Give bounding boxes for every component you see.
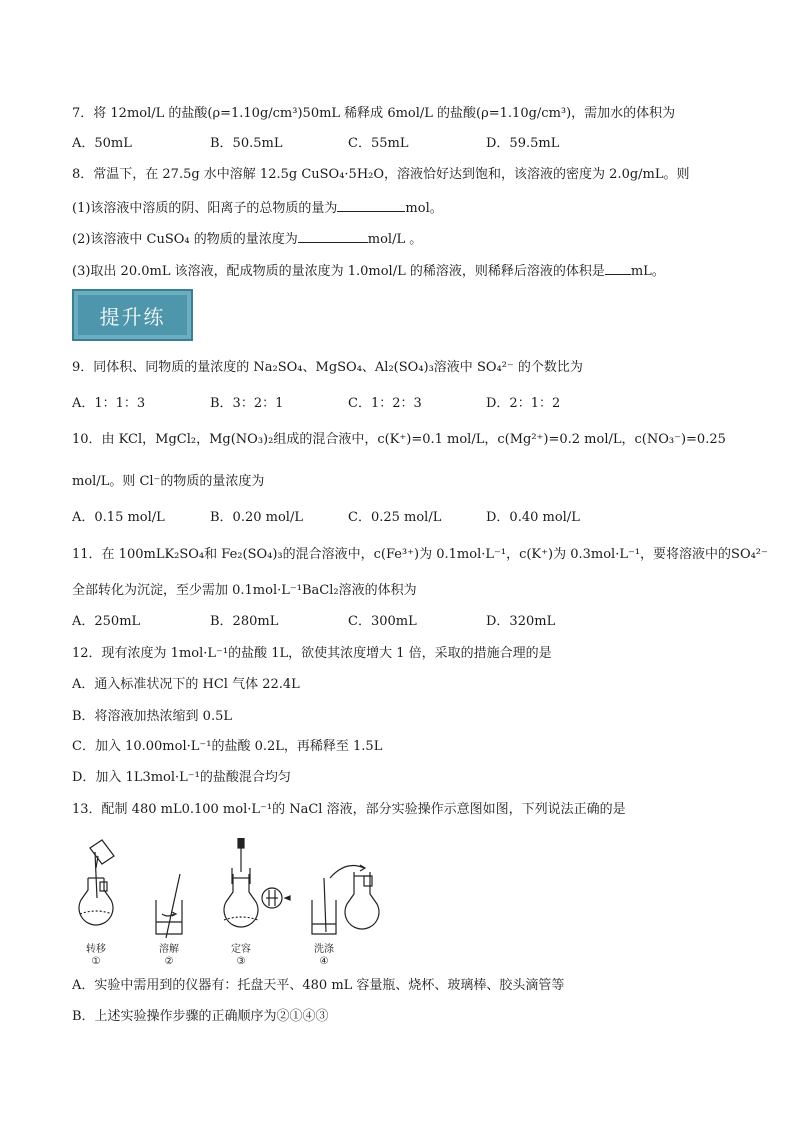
q12-option-b: B．将溶液加热浓缩到 0.5L [72,709,232,724]
q11-option-a: A．250mL [72,614,141,629]
q10-option-a: A．0.15 mol/L [72,510,165,525]
q8-part2 [72,230,422,248]
q12-option-c: C．加入 10.00mol·L⁻¹的盐酸 0.2L，再稀释至 1.5L [72,739,383,754]
q7-stem: 7．将 12mol/L 的盐酸(ρ=1.10g/cm³)50mL 稀释成 6mol/L 的盐酸(ρ=1.10g/cm³)，需加水的体积为 [72,106,676,121]
answer-blank [605,262,631,275]
q7-option-a: A．50mL [72,136,132,151]
step-name: 转移 [86,944,106,955]
q10-options [72,510,732,526]
q11-options [72,614,732,630]
q10-stem-line1: 10．由 KCl，MgCl₂，Mg(NO₃)₂组成的混合液中，c(K⁺)=0.1 mol/L，c(Mg²⁺)=0.2 mol/L，c(NO₃⁻)=0.25 [72,432,726,447]
q11-stem-line1: 11．在 100mLK₂SO₄和 Fe₂(SO₄)₃的混合溶液中，c(Fe³⁺)为 0.1mol·L⁻¹，c(K⁺)为 0.3mol·L⁻¹，要将溶液中的SO₄²⁻ [72,547,768,562]
q8-part3 [72,262,665,280]
q11-option-c: C．300mL [348,614,417,629]
q8-part2-text: (2)该溶液中 CuSO₄ 的物质的量浓度为 [72,232,298,247]
q13-option-a: A．实验中需用到的仪器有：托盘天平、480 mL 容量瓶、烧杯、玻璃棒、胶头滴管等 [72,978,565,993]
q9-options [72,396,732,412]
q8-part1 [72,199,443,217]
answer-blank [337,199,405,212]
q10-option-c: C．0.25 mol/L [348,510,442,525]
q7-option-b: B．50.5mL [210,136,283,151]
q12-option-d: D．加入 1L3mol·L⁻¹的盐酸混合均匀 [72,770,291,785]
step-number: ④ [319,956,329,967]
q11-stem-line2: 全部转化为沉淀，至少需加 0.1mol·L⁻¹BaCl₂溶液的体积为 [72,583,417,598]
step-caption-transfer [66,944,126,968]
step-number: ② [164,956,174,967]
q11-option-b: B．280mL [210,614,279,629]
q10-option-d: D．0.40 mol/L [486,510,580,525]
q9-stem: 9．同体积、同物质的量浓度的 Na₂SO₄、MgSO₄、Al₂(SO₄)₃溶液中 SO₄²⁻ 的个数比为 [72,360,583,375]
q9-option-a: A．1：1：3 [72,396,146,411]
step-caption-wash [294,944,354,968]
transfer-illustration [79,840,114,925]
q8-part3-text: (3)取出 20.0mL 该溶液，配成物质的量浓度为 1.0mol/L 的稀溶液，则稀释后溶液的体积是 [72,264,605,279]
q10-stem-line2: mol/L。则 Cl⁻的物质的量浓度为 [72,474,265,489]
section-badge [72,289,193,341]
q9-option-b: B．3：2：1 [210,396,284,411]
step-number: ③ [236,956,246,967]
dissolve-illustration [156,874,182,938]
lab-procedure-diagram [72,838,402,968]
q8-part1-unit: mol。 [405,201,443,216]
q12-stem: 12．现有浓度为 1mol·L⁻¹的盐酸 1L，欲使其浓度增大 1 倍，采取的措施合理的是 [72,646,552,661]
step-name: 溶解 [159,944,179,955]
section-badge-label: 提升练 [78,295,187,335]
step-caption-fill-to-mark [211,944,271,968]
q11-option-d: D．320mL [486,614,556,629]
q8-part2-unit: mol/L 。 [367,232,423,247]
q7-option-c: C．55mL [348,136,409,151]
wash-illustration [312,865,379,934]
answer-blank [298,230,368,243]
q12-option-a: A．通入标准状况下的 HCl 气体 22.4L [72,677,300,692]
q8-stem: 8．常温下，在 27.5g 水中溶解 12.5g CuSO₄·5H₂O，溶液恰好达到饱和，该溶液的密度为 2.0g/mL。则 [72,167,690,182]
q13-option-b: B．上述实验操作步骤的正确顺序为②①④③ [72,1009,329,1024]
step-name: 洗涤 [314,944,334,955]
q8-part1-text: (1)该溶液中溶质的阴、阳离子的总物质的量为 [72,201,338,216]
step-caption-dissolve [139,944,199,968]
q8-part3-unit: mL。 [630,264,665,279]
q10-option-b: B．0.20 mol/L [210,510,303,525]
step-number: ① [91,956,101,967]
fill-to-mark-illustration [224,838,290,927]
q9-option-d: D．2：1：2 [486,396,561,411]
step-name: 定容 [231,944,251,955]
q7-options [72,136,732,152]
q9-option-c: C．1：2：3 [348,396,422,411]
q13-stem: 13．配制 480 mL0.100 mol·L⁻¹的 NaCl 溶液，部分实验操作示意图如图，下列说法正确的是 [72,802,626,817]
q7-option-d: D．59.5mL [486,136,560,151]
